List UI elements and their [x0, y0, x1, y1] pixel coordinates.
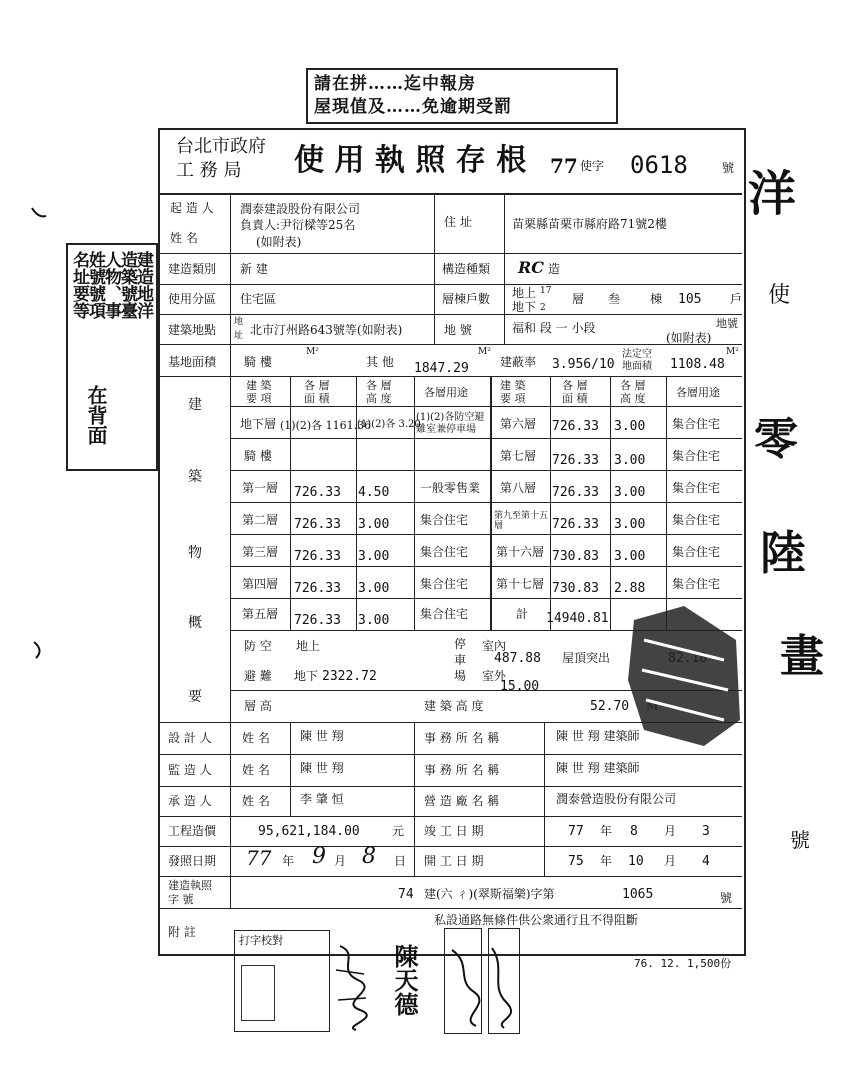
- indoor-value: 487.88: [494, 651, 541, 666]
- left-row-4-use: 集合住宅: [420, 545, 469, 559]
- done-year: 77: [568, 824, 584, 839]
- supervisor-name-label: 姓 名: [242, 763, 270, 777]
- indoor-label: 室內: [482, 639, 507, 653]
- other-value: 1847.29: [414, 361, 469, 376]
- side-col5: 名址要等: [69, 251, 89, 319]
- permit-text: 建(六 ㄔ)(翠斯福樂)字第: [424, 887, 555, 901]
- issue-label: 發照日期: [168, 854, 217, 868]
- left-row-4-label: 第三層: [242, 545, 279, 559]
- left-row-5-use: 集合住宅: [420, 577, 469, 591]
- units-value: 105: [678, 292, 702, 307]
- done-label: 竣 工 日 期: [424, 824, 484, 838]
- floor-word: 層: [572, 292, 585, 306]
- arcade-unit: M²: [306, 347, 319, 357]
- right-row-3-height: 3.00: [614, 517, 646, 532]
- side-col3: 人物、事: [101, 251, 121, 319]
- doc-suffix: 號: [722, 161, 735, 175]
- site-address: 北市汀州路643號等(如附表): [250, 323, 403, 337]
- designer-name: 陳 世 翔: [300, 729, 344, 743]
- left-row-6-height: 3.00: [358, 613, 390, 628]
- designer-name-label: 姓 名: [242, 731, 270, 745]
- shelter-label1: 防 空: [244, 639, 272, 653]
- legal-unit: M²: [726, 347, 739, 357]
- notice-stamp: [306, 68, 618, 124]
- rule: [504, 194, 505, 254]
- right-row-3-area: 726.33: [552, 517, 599, 532]
- rule: [414, 816, 415, 876]
- remarks-label: 附 註: [168, 925, 196, 939]
- struct-suffix: 造: [548, 262, 561, 276]
- supervisor-office-label: 事 務 所 名 稱: [424, 763, 500, 777]
- rule: [490, 376, 492, 630]
- shelter-above-label: 地上: [296, 639, 321, 653]
- hdr-c5b: 要 項: [500, 392, 526, 405]
- designer-office-label: 事 務 所 名 稱: [424, 731, 500, 745]
- zone-value: 住宅區: [240, 292, 277, 306]
- parking-label3: 場: [454, 669, 467, 683]
- left-row-3-use: 集合住宅: [420, 513, 469, 527]
- building-height-value: 52.70: [590, 699, 630, 714]
- rule: [290, 786, 291, 816]
- hdr-c8: 各層用途: [676, 386, 720, 399]
- contractor-name: 李 肇 恒: [300, 792, 344, 806]
- unit-word: 戶: [730, 292, 743, 306]
- other-label: 其 他: [366, 355, 394, 369]
- floors-label: 層棟戶數: [442, 292, 491, 306]
- right-row-0-area: 726.33: [552, 419, 599, 434]
- permit-label2: 字 號: [168, 893, 194, 906]
- shelter-below-label: 地下: [294, 669, 319, 683]
- permit-number: 1065: [622, 887, 654, 902]
- right-row-5-label: 第十七層: [496, 577, 545, 591]
- designer-office: 陳 世 翔 建築師: [556, 729, 640, 743]
- arcade-label: 騎 樓: [244, 355, 272, 369]
- build-type-value: 新 建: [240, 262, 268, 276]
- hdr-c6b: 面 積: [562, 392, 588, 405]
- side-label-4: 概: [188, 615, 202, 631]
- proofread-label: 打字校對: [239, 934, 283, 947]
- supervisor-label: 監 造 人: [168, 763, 212, 777]
- hdr-c4: 各層用途: [424, 386, 468, 399]
- permit-label1: 建造執照: [168, 879, 212, 892]
- supervisor-office: 陳 世 翔 建築師: [556, 761, 640, 775]
- issue-year: 77: [246, 846, 272, 870]
- permit-suffix: 號: [720, 891, 733, 905]
- doc-number: 0618: [630, 151, 688, 179]
- left-row-5-area: 726.33: [294, 581, 341, 596]
- right-row-6-label: 計: [516, 607, 529, 621]
- rule: [160, 786, 742, 787]
- roof-label: 屋頂突出: [562, 651, 611, 665]
- contractor-name-label: 姓 名: [242, 794, 270, 808]
- seal-scribble: [446, 940, 516, 1030]
- doc-code-label: 使字: [580, 159, 605, 173]
- right-row-5-use: 集合住宅: [672, 577, 721, 591]
- left-row-4-height: 3.00: [358, 549, 390, 564]
- shelter-below-value: 2322.72: [322, 669, 377, 684]
- rule: [160, 284, 742, 285]
- right-row-4-height: 3.00: [614, 549, 646, 564]
- site-label: 建築地點: [168, 323, 217, 337]
- right-row-6-area: 14940.81: [546, 611, 609, 626]
- issue-y: 年: [282, 854, 295, 868]
- issue-month: 9: [312, 844, 326, 869]
- outdoor-label: 室外: [482, 669, 507, 683]
- rule: [160, 908, 742, 909]
- coverage-value: 3.956/10: [552, 357, 615, 372]
- cost-unit: 元: [392, 824, 405, 838]
- build-type-label: 建造類別: [168, 262, 217, 276]
- left-row-6-area: 726.33: [294, 613, 341, 628]
- permit-year: 74: [398, 887, 414, 902]
- left-row-1-label: 騎 樓: [244, 449, 272, 463]
- to-word: 叁: [608, 292, 621, 306]
- proofread-stamp: [234, 930, 330, 1032]
- hdr-c5: 建 築: [500, 379, 526, 392]
- rule: [610, 376, 611, 630]
- rule: [230, 194, 231, 908]
- rule: [544, 816, 545, 876]
- rule: [160, 314, 742, 315]
- doc-title: 使 用 執 照 存 根: [294, 143, 527, 178]
- start-y: 年: [600, 854, 613, 868]
- side-col4: 姓號號項: [85, 251, 105, 319]
- left-row-3-label: 第二層: [242, 513, 279, 527]
- left-row-5-height: 3.00: [358, 581, 390, 596]
- right-fragment-5: 畫: [780, 631, 824, 682]
- rule: [160, 193, 742, 195]
- right-row-4-area: 730.83: [552, 549, 599, 564]
- designer-label: 設 計 人: [168, 731, 212, 745]
- legal-value: 1108.48: [670, 357, 725, 372]
- above-label: 地上: [512, 286, 537, 300]
- right-fragment-1: 洋: [748, 166, 797, 222]
- rule: [160, 816, 742, 817]
- right-row-1-height: 3.00: [614, 453, 646, 468]
- hdr-c1: 建 築: [246, 379, 272, 392]
- right-row-2-label: 第八層: [500, 481, 537, 495]
- starter-name2: 負責人:尹衍樑等25名: [240, 218, 356, 232]
- struct-label: 構造種類: [442, 262, 491, 276]
- hdr-c6: 各 層: [562, 379, 588, 392]
- rule: [434, 194, 435, 254]
- right-row-1-area: 726.33: [552, 453, 599, 468]
- hdr-c2b: 面 積: [304, 392, 330, 405]
- left-row-4-area: 726.33: [294, 549, 341, 564]
- hdr-c3b: 高 度: [366, 392, 392, 405]
- contractor-label: 承 造 人: [168, 794, 212, 808]
- right-fragment-3: 零: [754, 414, 798, 465]
- starter-addr-label: 住 址: [444, 215, 472, 229]
- print-info: 76. 12. 1,500份: [634, 957, 732, 970]
- name-seal: [388, 940, 434, 1032]
- starter-label1: 起 造 人: [170, 201, 214, 215]
- rule: [356, 376, 357, 630]
- right-row-0-use: 集合住宅: [672, 417, 721, 431]
- right-row-5-area: 730.83: [552, 581, 599, 596]
- left-row-0-use: (1)(2)各防空避難室兼停車場: [416, 412, 485, 435]
- rule: [434, 254, 435, 314]
- right-row-4-use: 集合住宅: [672, 545, 721, 559]
- right-fragment-6: 號: [790, 828, 810, 852]
- right-fragment-4: 陸: [760, 526, 806, 580]
- hdr-c2: 各 層: [304, 379, 330, 392]
- right-row-5-height: 2.88: [614, 581, 646, 596]
- rule: [290, 376, 291, 630]
- hdr-c3: 各 層: [366, 379, 392, 392]
- proofread-inner-box: [241, 965, 275, 1021]
- legal-label2: 地面積: [622, 361, 652, 372]
- rule: [160, 876, 742, 877]
- lot-suffix: (如附表): [666, 331, 712, 345]
- area-label: 基地面積: [168, 355, 217, 369]
- cost-label: 工程造價: [168, 824, 217, 838]
- left-row-2-use: 一般零售業: [420, 481, 481, 495]
- signature-scribble: [330, 940, 376, 1032]
- left-row-6-use: 集合住宅: [420, 607, 469, 621]
- side-label-3: 物: [188, 545, 202, 561]
- margin-mark: [30, 205, 48, 219]
- left-row-6-label: 第五層: [242, 607, 279, 621]
- cost-value: 95,621,184.00: [258, 824, 360, 839]
- starter-name1: 潤泰建設股份有限公司: [240, 202, 361, 216]
- rule: [666, 376, 667, 630]
- starter-label2: 姓 名: [170, 231, 198, 245]
- dept-line2: 工 務 局: [176, 160, 242, 181]
- rule: [160, 376, 742, 377]
- rule: [504, 254, 505, 314]
- zone-label: 使用分區: [168, 292, 217, 306]
- left-row-0-area: (1)(2)各 1161.36: [280, 419, 372, 432]
- issue-m: 月: [334, 854, 347, 868]
- legal-label1: 法定空: [622, 349, 652, 360]
- lot-label: 地號: [716, 317, 738, 330]
- height-label: 層 高: [244, 699, 272, 713]
- rule: [434, 314, 435, 344]
- struct-value: RC: [518, 258, 545, 277]
- rule: [504, 314, 505, 344]
- left-row-2-area: 726.33: [294, 485, 341, 500]
- site-num-label: 地 號: [444, 323, 472, 337]
- notice-line2: 屋現值及……免逾期受罰: [314, 97, 512, 117]
- rule: [160, 754, 742, 755]
- parking-label2: 車: [454, 653, 467, 667]
- left-row-5-label: 第四層: [242, 577, 279, 591]
- hdr-c7: 各 層: [620, 379, 646, 392]
- lot-prefix: 福和 段 一 小段: [512, 321, 596, 335]
- contractor-company: 潤泰營造股份有限公司: [556, 792, 677, 806]
- supervisor-name: 陳 世 翔: [300, 761, 344, 775]
- right-row-3-label: 第九至第十五層: [494, 511, 549, 531]
- above-value: 17: [540, 286, 552, 296]
- right-row-2-height: 3.00: [614, 485, 646, 500]
- notice-line1: 請在拼……迄中報房: [314, 74, 476, 94]
- right-row-2-use: 集合住宅: [672, 481, 721, 495]
- building-height-label: 建 築 高 度: [424, 699, 484, 713]
- side-label-2: 築: [188, 469, 202, 485]
- issue-day: 8: [362, 844, 376, 869]
- rule: [290, 722, 291, 786]
- side-label-5: 要: [188, 689, 202, 705]
- side-col6: 在背面: [84, 385, 108, 445]
- parking-label1: 停: [454, 637, 467, 651]
- start-m: 月: [664, 854, 677, 868]
- issue-d: 日: [394, 854, 407, 868]
- coverage-label: 建蔽率: [500, 355, 537, 369]
- side-col1: 建造地洋: [133, 251, 153, 319]
- side-col2: 造築號臺: [117, 251, 137, 319]
- site-small1: 地: [234, 317, 244, 327]
- starter-name3: (如附表): [256, 235, 302, 249]
- left-row-2-height: 4.50: [358, 485, 390, 500]
- rule: [414, 376, 415, 630]
- done-m: 月: [664, 824, 677, 838]
- hdr-c1b: 要 項: [246, 392, 272, 405]
- below-value: 2: [540, 303, 546, 313]
- left-row-2-label: 第一層: [242, 481, 279, 495]
- side-note-stamp: [66, 243, 158, 471]
- done-month: 8: [630, 824, 638, 839]
- right-row-4-label: 第十六層: [496, 545, 545, 559]
- shelter-label2: 避 難: [244, 669, 272, 683]
- done-day: 3: [702, 824, 710, 839]
- bldg-word: 棟: [650, 292, 663, 306]
- left-row-3-area: 726.33: [294, 517, 341, 532]
- dept-line1: 台北市政府: [176, 136, 266, 157]
- ink-blot: [624, 600, 744, 750]
- remarks-text: 私設通路無條件供公衆通行且不得阻斷: [434, 913, 639, 927]
- margin-mark: [30, 640, 48, 660]
- start-day: 4: [702, 854, 710, 869]
- left-row-0-height: (1)(2)各 3.20: [357, 419, 421, 430]
- right-fragment-2: 使: [768, 283, 791, 308]
- right-row-1-label: 第七層: [500, 449, 537, 463]
- right-row-0-height: 3.00: [614, 419, 646, 434]
- done-y: 年: [600, 824, 613, 838]
- left-row-3-height: 3.00: [358, 517, 390, 532]
- start-month: 10: [628, 854, 644, 869]
- outdoor-value: 15.00: [500, 679, 540, 694]
- below-label: 地下: [512, 300, 537, 314]
- rule: [550, 376, 551, 630]
- right-row-3-use: 集合住宅: [672, 513, 721, 527]
- name-seal-text: 陳天德: [390, 944, 419, 1016]
- side-label-1: 建: [188, 397, 202, 413]
- contractor-company-label: 營 造 廠 名 稱: [424, 794, 500, 808]
- hdr-c7b: 高 度: [620, 392, 646, 405]
- right-row-0-label: 第六層: [500, 417, 537, 431]
- starter-address: 苗栗縣苗栗市縣府路71號2樓: [512, 217, 667, 231]
- start-label: 開 工 日 期: [424, 854, 484, 868]
- rule: [160, 344, 742, 345]
- right-row-2-area: 726.33: [552, 485, 599, 500]
- other-unit: M²: [478, 347, 491, 357]
- doc-year: 77: [550, 154, 578, 178]
- start-year: 75: [568, 854, 584, 869]
- rule: [160, 253, 742, 254]
- left-row-0-label: 地下層: [240, 417, 277, 431]
- right-row-1-use: 集合住宅: [672, 449, 721, 463]
- site-small2: 址: [234, 331, 244, 341]
